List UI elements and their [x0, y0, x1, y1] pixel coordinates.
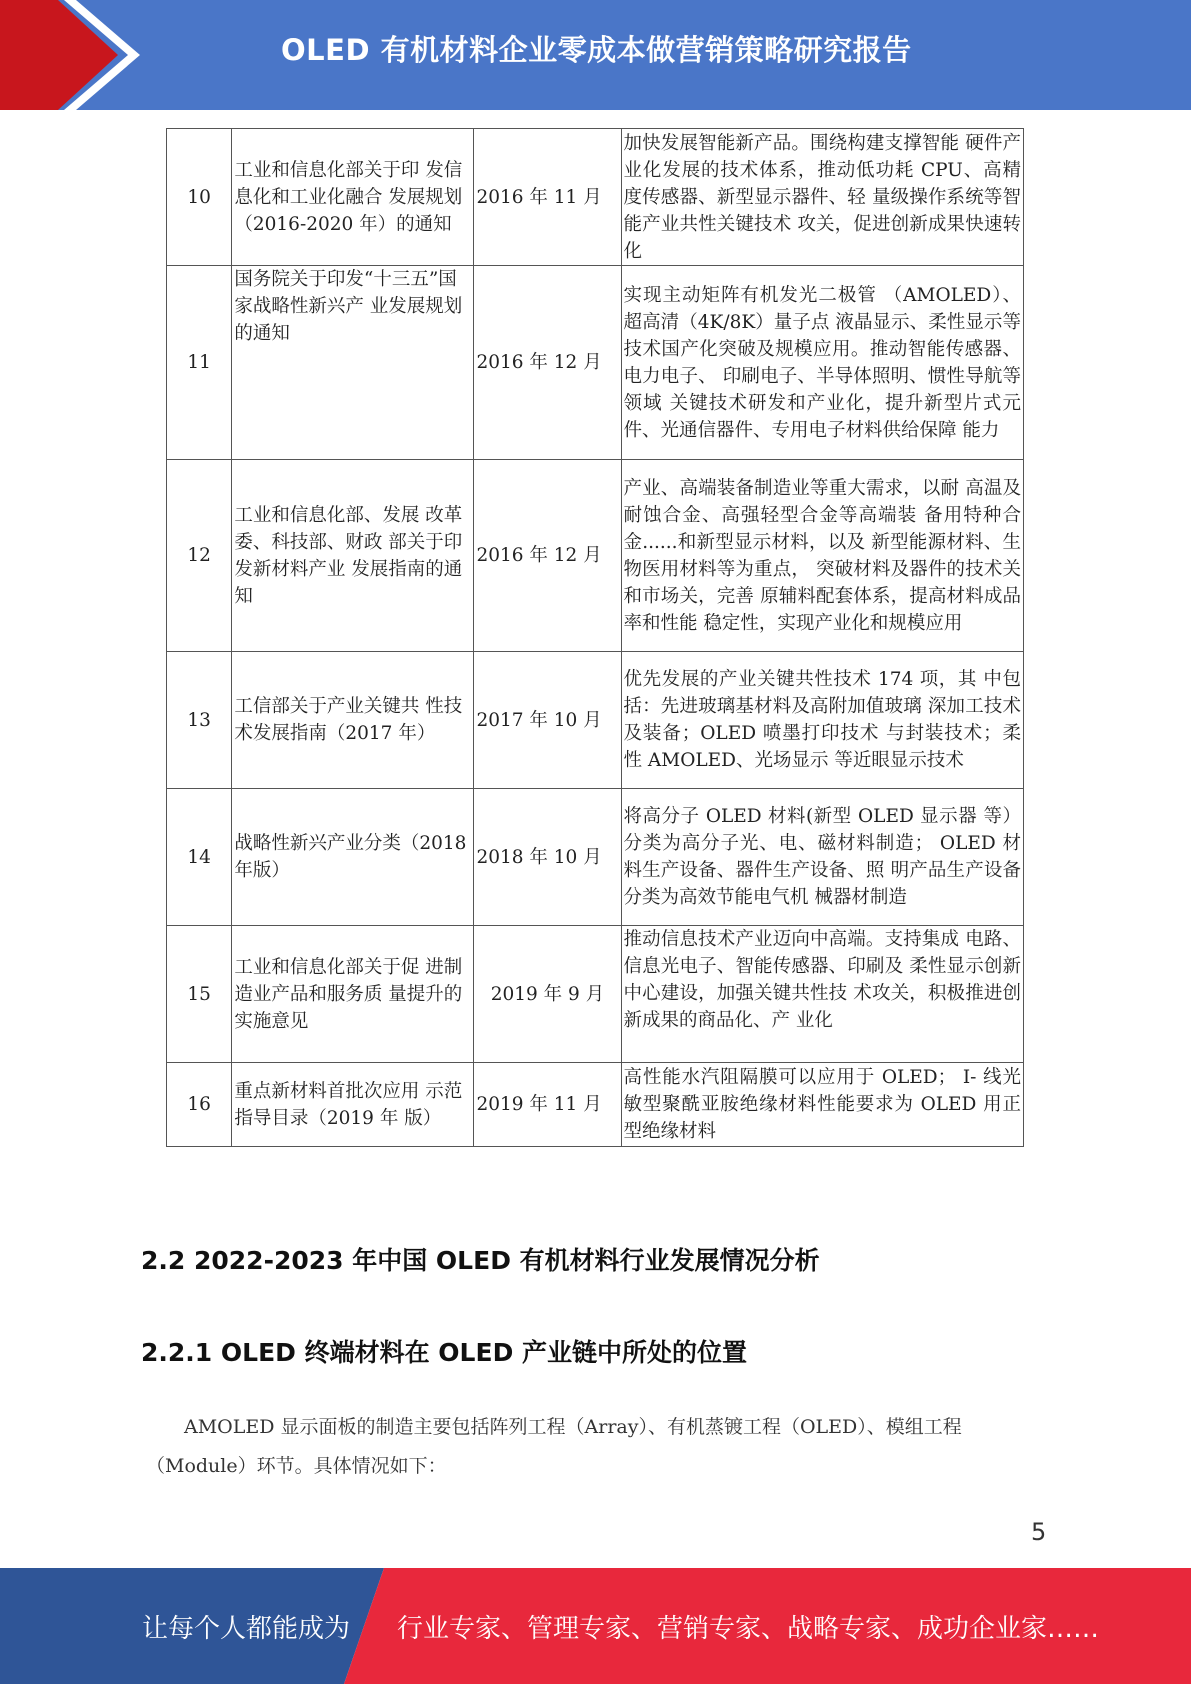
policy-description: 将高分子 OLED 材料(新型 OLED 显示器 等）分类为高分子光、电、磁材料制造； OLED 材料生产设备、器件生产设备、照 明产品生产设备分类为高效节能电气机 械器材制造	[621, 789, 1023, 926]
row-number: 16	[167, 1063, 232, 1147]
table-row	[167, 926, 1024, 1063]
policy-name: 工业和信息化部关于印 发信息化和工业化融合 发展规划（2016-2020 年）的通知	[232, 129, 474, 266]
row-number: 12	[167, 460, 232, 652]
policy-date: 2019 年 11 月	[474, 1063, 621, 1147]
policy-description: 实现主动矩阵有机发光二极管 （AMOLED）、超高清（4K/8K）量子点 液晶显示、柔性显示等技术国产化突破及规模应用。推动智能传感器、电力电子、 印刷电子、半导体照明、惯性导航等领域 关键技术研发和产业化，提升新型片式元 件、光通信器件、专用电子材料供给保障 能力	[621, 266, 1023, 460]
table-row	[167, 266, 1024, 460]
report-title: OLED 有机材料企业零成本做营销策略研究报告	[281, 33, 912, 67]
policy-description: 产业、高端装备制造业等重大需求，以耐 高温及耐蚀合金、高强轻型合金等高端装 备用特种合金......和新型显示材料，以及 新型能源材料、生物医用材料等为重点， 突破材料及器件的技术关和市场关，完善 原辅料配套体系，提高材料成品率和性能 稳定性，实现产业化和规模应用	[621, 460, 1023, 652]
policy-description: 高性能水汽阻隔膜可以应用于 OLED； I- 线光敏型聚酰亚胺绝缘材料性能要求为 OLED 用正型绝缘材料	[621, 1063, 1023, 1147]
row-number: 14	[167, 789, 232, 926]
header-chevron-decoration	[0, 0, 160, 110]
page-footer	[0, 1568, 1191, 1684]
policy-date: 2016 年 12 月	[474, 266, 621, 460]
subsection-heading: 2.2.1 OLED 终端材料在 OLED 产业链中所处的位置	[141, 1338, 748, 1367]
row-number: 10	[167, 129, 232, 266]
section-heading: 2.2 2022-2023 年中国 OLED 有机材料行业发展情况分析	[141, 1246, 820, 1275]
policy-name: 工业和信息化部关于促 进制造业产品和服务质 量提升的实施意见	[232, 926, 474, 1063]
table-row	[167, 789, 1024, 926]
policy-description: 加快发展智能新产品。围绕构建支撑智能 硬件产业化发展的技术体系，推动低功耗 CPU、高精度传感器、新型显示器件、轻 量级操作系统等智能产业共性关键技术 攻关，促进创新成果快速转化	[621, 129, 1023, 266]
page-header	[0, 0, 1191, 110]
row-number: 15	[167, 926, 232, 1063]
footer-slogan-right: 行业专家、管理专家、营销专家、战略专家、成功企业家……	[397, 1614, 1100, 1644]
policy-date: 2018 年 10 月	[474, 789, 621, 926]
body-paragraph: AMOLED 显示面板的制造主要包括阵列工程（Array）、有机蒸镀工程（OLED）、模组工程（Module）环节。具体情况如下：	[146, 1416, 962, 1477]
policy-name: 国务院关于印发“十三五”国家战略性新兴产 业发展规划的通知	[232, 266, 474, 460]
policy-table	[166, 128, 1024, 1147]
table-row	[167, 460, 1024, 652]
table-row	[167, 652, 1024, 789]
policy-date: 2017 年 10 月	[474, 652, 621, 789]
policy-name: 重点新材料首批次应用 示范指导目录（2019 年 版）	[232, 1063, 474, 1147]
page-number: 5	[1031, 1518, 1047, 1546]
row-number: 13	[167, 652, 232, 789]
policy-description: 优先发展的产业关键共性技术 174 项，其 中包括：先进玻璃基材料及高附加值玻璃 深加工技术及装备；OLED 喷墨打印技术 与封装技术；柔性 AMOLED、光场显示 等近眼显示技术	[621, 652, 1023, 789]
policy-date: 2016 年 11 月	[474, 129, 621, 266]
footer-slogan-left: 让每个人都能成为	[142, 1614, 351, 1644]
policy-name: 工业和信息化部、发展 改革委、科技部、财政 部关于印发新材料产业 发展指南的通知	[232, 460, 474, 652]
policy-name: 战略性新兴产业分类（2018 年版）	[232, 789, 474, 926]
policy-date: 2019 年 9 月	[474, 926, 621, 1063]
policy-date: 2016 年 12 月	[474, 460, 621, 652]
row-number: 11	[167, 266, 232, 460]
policy-name: 工信部关于产业关键共 性技术发展指南（2017 年）	[232, 652, 474, 789]
policy-description: 推动信息技术产业迈向中高端。支持集成 电路、信息光电子、智能传感器、印刷及 柔性显示创新中心建设，加强关键共性技 术攻关，积极推进创新成果的商品化、产 业化	[621, 926, 1023, 1063]
table-row	[167, 1063, 1024, 1147]
table-row	[167, 129, 1024, 266]
